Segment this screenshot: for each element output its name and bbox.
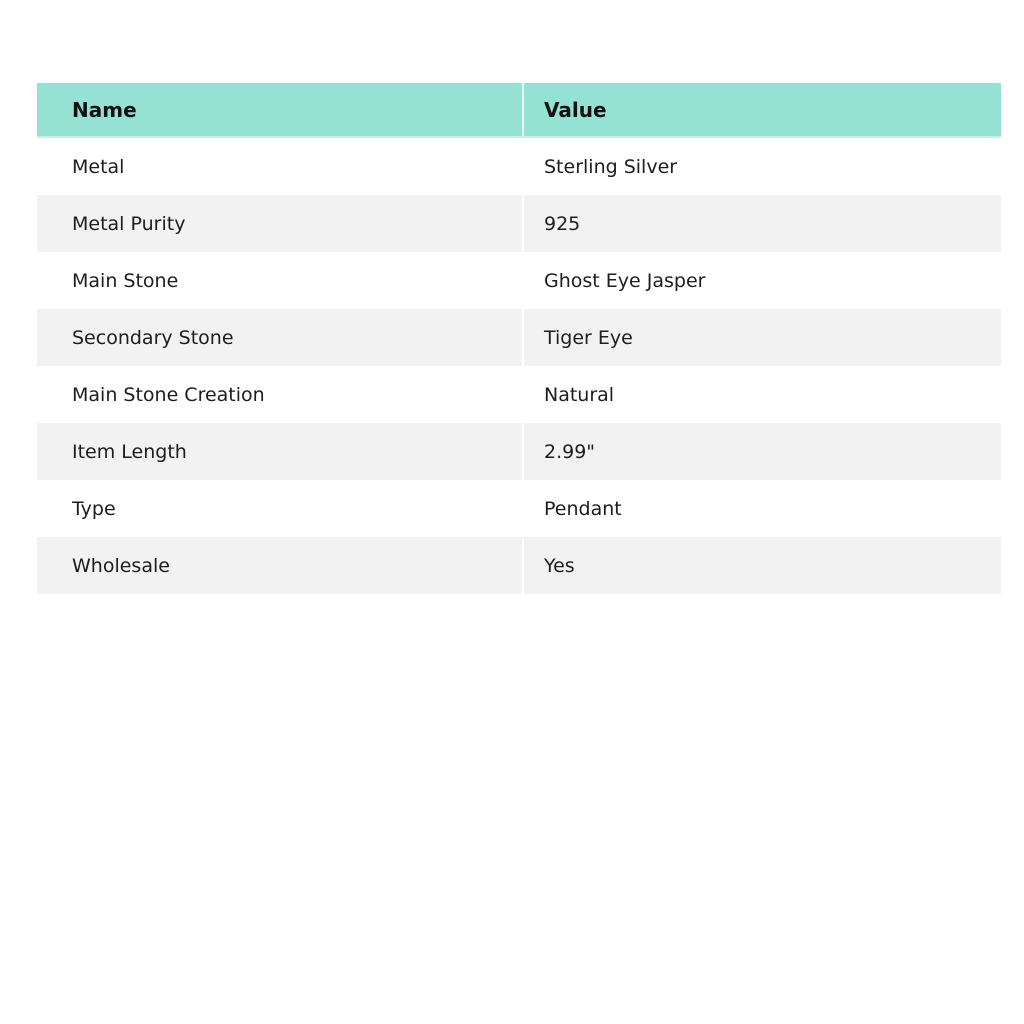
row-name-cell: Metal: [37, 137, 523, 195]
row-value-cell: 2.99": [523, 423, 1001, 480]
row-value-cell: Sterling Silver: [523, 137, 1001, 195]
row-value-cell: 925: [523, 195, 1001, 252]
table-body: [37, 137, 1001, 594]
table-row: [37, 195, 1001, 252]
row-value-cell: Tiger Eye: [523, 309, 1001, 366]
row-value-cell: Ghost Eye Jasper: [523, 252, 1001, 309]
row-name-cell: Main Stone Creation: [37, 366, 523, 423]
table-row: [37, 423, 1001, 480]
column-header-value: Value: [523, 83, 1001, 137]
row-value-cell: Yes: [523, 537, 1001, 594]
item-specifics-table: [37, 83, 1001, 594]
table-row: [37, 366, 1001, 423]
row-name-cell: Metal Purity: [37, 195, 523, 252]
row-name-cell: Secondary Stone: [37, 309, 523, 366]
row-name-cell: Wholesale: [37, 537, 523, 594]
table-row: [37, 537, 1001, 594]
row-name-cell: Type: [37, 480, 523, 537]
column-header-name: Name: [37, 83, 523, 137]
row-value-cell: Pendant: [523, 480, 1001, 537]
table-row: [37, 309, 1001, 366]
table-row: [37, 480, 1001, 537]
row-name-cell: Main Stone: [37, 252, 523, 309]
row-name-cell: Item Length: [37, 423, 523, 480]
table-row: [37, 137, 1001, 195]
table-header-row: [37, 83, 1001, 137]
row-value-cell: Natural: [523, 366, 1001, 423]
table-row: [37, 252, 1001, 309]
